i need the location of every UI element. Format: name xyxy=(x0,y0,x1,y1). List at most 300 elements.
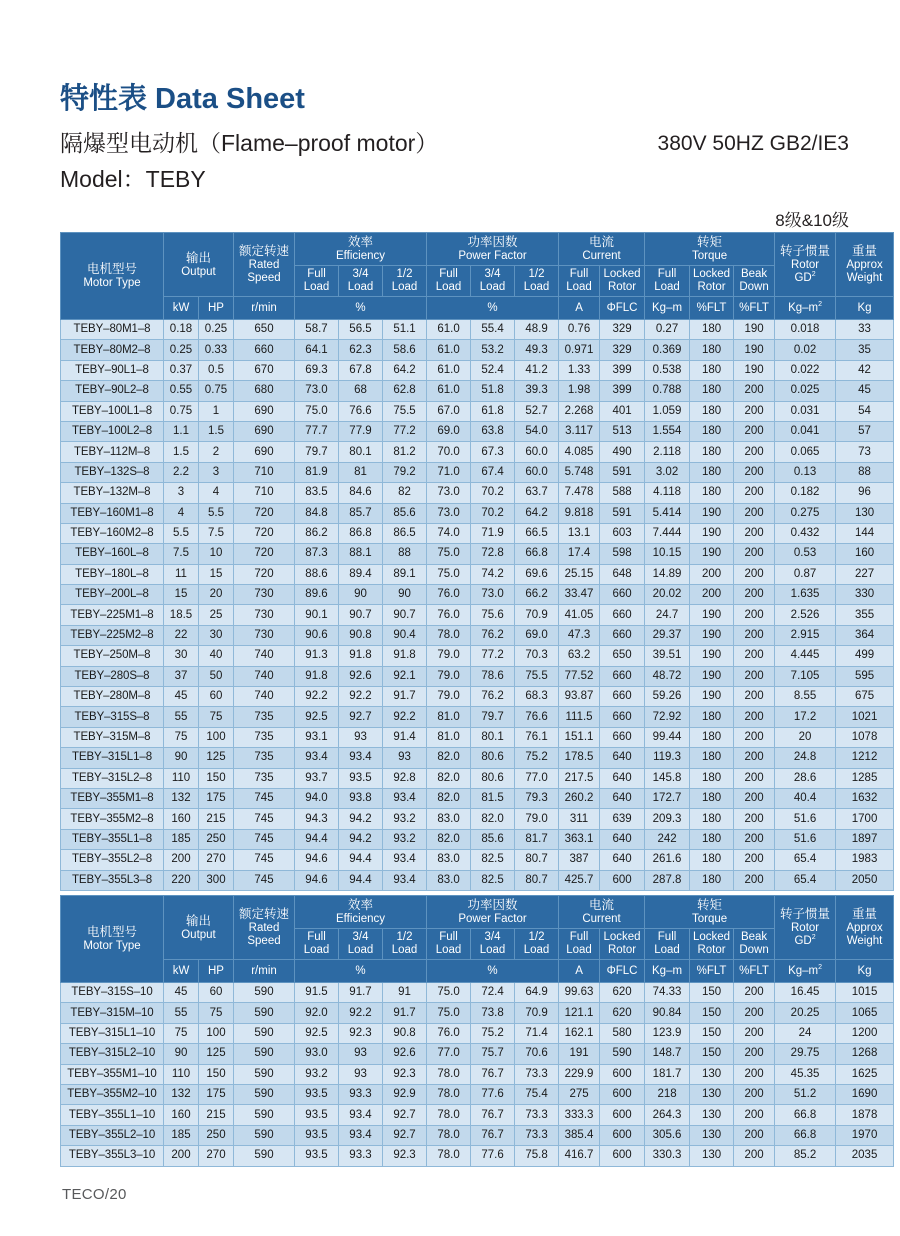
cell-motor-type: TEBY–132S–8 xyxy=(61,462,164,482)
table-cell: 2.2 xyxy=(164,462,199,482)
table-cell: 73.0 xyxy=(427,503,471,523)
table-cell: 190 xyxy=(690,544,734,564)
table-cell: 25 xyxy=(199,605,234,625)
table-cell: 90 xyxy=(164,1044,199,1064)
data-table-8pole xyxy=(60,232,894,891)
table-cell: 200 xyxy=(734,788,775,808)
table-row xyxy=(61,1125,894,1145)
subcol-eff-three-quarter-load: 3/4 Load xyxy=(339,929,383,960)
table-cell: 88.1 xyxy=(339,544,383,564)
table-cell: 1.1 xyxy=(164,421,199,441)
table-cell: 0.75 xyxy=(199,381,234,401)
table-cell: 590 xyxy=(234,1003,295,1023)
table-cell: 9.818 xyxy=(559,503,600,523)
table-row xyxy=(61,544,894,564)
cell-motor-type: TEBY–315M–8 xyxy=(61,727,164,747)
table-cell: 63.8 xyxy=(471,421,515,441)
table-cell: 200 xyxy=(734,850,775,870)
table-cell: 735 xyxy=(234,707,295,727)
table-cell: 200 xyxy=(690,564,734,584)
cell-motor-type: TEBY–355L1–10 xyxy=(61,1105,164,1125)
table-cell: 65.4 xyxy=(775,850,836,870)
table-cell: 264.3 xyxy=(645,1105,690,1125)
table-cell: 7.5 xyxy=(199,523,234,543)
table-cell: 499 xyxy=(836,646,894,666)
cell-motor-type: TEBY–225M1–8 xyxy=(61,605,164,625)
data-table-8pole-wrapper xyxy=(60,232,883,891)
table-cell: 85.2 xyxy=(775,1146,836,1166)
table-cell: 93.4 xyxy=(339,1125,383,1145)
unit-gd2-kgm2: $Kg-m^2$ xyxy=(775,960,836,983)
table-cell: 590 xyxy=(234,1146,295,1166)
table-cell: 1690 xyxy=(836,1084,894,1104)
table-cell: 93 xyxy=(339,1064,383,1084)
table-cell: 93.5 xyxy=(295,1125,339,1145)
col-approx-weight: 重量 Approx Weight xyxy=(836,896,894,960)
table-cell: 0.33 xyxy=(199,340,234,360)
table-cell: 150 xyxy=(690,1003,734,1023)
table-cell: 77.52 xyxy=(559,666,600,686)
cell-motor-type: TEBY–132M–8 xyxy=(61,483,164,503)
table-cell: 209.3 xyxy=(645,809,690,829)
table-cell: 80.7 xyxy=(515,850,559,870)
table-cell: 99.63 xyxy=(559,983,600,1003)
table-cell: 90.6 xyxy=(295,625,339,645)
data-table-10pole xyxy=(60,895,894,1167)
table-cell: 4.445 xyxy=(775,646,836,666)
table-cell: 91.4 xyxy=(383,727,427,747)
table-cell: 130 xyxy=(690,1064,734,1084)
table-cell: 745 xyxy=(234,788,295,808)
table-cell: 92.2 xyxy=(339,687,383,707)
table-cell: 83.5 xyxy=(295,483,339,503)
table-cell: 595 xyxy=(836,666,894,686)
table-body-10pole xyxy=(61,983,894,1167)
cell-motor-type: TEBY–112M–8 xyxy=(61,442,164,462)
table-cell: 88.6 xyxy=(295,564,339,584)
table-cell: 81.0 xyxy=(427,707,471,727)
table-cell: 55 xyxy=(164,707,199,727)
table-cell: 67.4 xyxy=(471,462,515,482)
table-cell: 600 xyxy=(600,1125,645,1145)
table-cell: 81.5 xyxy=(471,788,515,808)
table-cell: 640 xyxy=(600,748,645,768)
table-cell: 2035 xyxy=(836,1146,894,1166)
unit-torque-breakdown-flt: %FLT xyxy=(734,297,775,320)
table-row xyxy=(61,1105,894,1125)
table-cell: 61.0 xyxy=(427,381,471,401)
table-row xyxy=(61,421,894,441)
subcol-pf-full-load: Full Load xyxy=(427,929,471,960)
subcol-torque-full-load: Full Load xyxy=(645,929,690,960)
table-cell: 0.025 xyxy=(775,381,836,401)
table-cell: 640 xyxy=(600,850,645,870)
table-cell: 200 xyxy=(734,401,775,421)
table-cell: 47.3 xyxy=(559,625,600,645)
table-cell: 68.3 xyxy=(515,687,559,707)
table-cell: 3 xyxy=(199,462,234,482)
table-cell: 72.8 xyxy=(471,544,515,564)
table-cell: 91.7 xyxy=(383,687,427,707)
table-cell: 0.25 xyxy=(199,320,234,340)
table-cell: 675 xyxy=(836,687,894,707)
cell-motor-type: TEBY–355L1–8 xyxy=(61,829,164,849)
table-cell: 580 xyxy=(600,1023,645,1043)
table-cell: 81.2 xyxy=(383,442,427,462)
table-cell: 200 xyxy=(164,850,199,870)
table-cell: 92.2 xyxy=(295,687,339,707)
cell-motor-type: TEBY–355M2–8 xyxy=(61,809,164,829)
unit-power-factor-percent: % xyxy=(427,960,559,983)
table-cell: 180 xyxy=(690,727,734,747)
table-cell: 45.35 xyxy=(775,1064,836,1084)
table-cell: 51.1 xyxy=(383,320,427,340)
table-cell: 76.2 xyxy=(471,625,515,645)
table-cell: 78.0 xyxy=(427,1084,471,1104)
table-cell: 200 xyxy=(164,1146,199,1166)
table-cell: 1878 xyxy=(836,1105,894,1125)
table-cell: 78.0 xyxy=(427,1125,471,1145)
table-cell: 91.3 xyxy=(295,646,339,666)
table-cell: 598 xyxy=(600,544,645,564)
footer-page-reference: TECO/20 xyxy=(62,1186,127,1203)
table-cell: 8.55 xyxy=(775,687,836,707)
unit-current-flc: ΦFLC xyxy=(600,960,645,983)
unit-gd2-kgm2: $Kg-m^2$ xyxy=(775,297,836,320)
table-cell: 7.478 xyxy=(559,483,600,503)
table-cell: 76.2 xyxy=(471,687,515,707)
table-cell: 56.5 xyxy=(339,320,383,340)
table-row xyxy=(61,850,894,870)
col-efficiency: 效率 Efficiency xyxy=(295,896,427,929)
table-cell: 1285 xyxy=(836,768,894,788)
table-cell: 63.2 xyxy=(559,646,600,666)
cell-motor-type: TEBY–315M–10 xyxy=(61,1003,164,1023)
unit-efficiency-percent: % xyxy=(295,960,427,983)
table-cell: 200 xyxy=(734,870,775,890)
table-cell: 119.3 xyxy=(645,748,690,768)
table-cell: 130 xyxy=(690,1084,734,1104)
table-cell: 89.1 xyxy=(383,564,427,584)
table-cell: 0.538 xyxy=(645,360,690,380)
table-cell: 90.4 xyxy=(383,625,427,645)
table-cell: 77.6 xyxy=(471,1084,515,1104)
table-row xyxy=(61,646,894,666)
table-row xyxy=(61,340,894,360)
table-cell: 64.2 xyxy=(383,360,427,380)
table-cell: 54 xyxy=(836,401,894,421)
col-approx-weight: 重量 Approx Weight xyxy=(836,233,894,297)
page-title: 特性表 Data Sheet xyxy=(60,83,305,115)
table-cell: 82.5 xyxy=(471,850,515,870)
motor-type-subtitle: 隔爆型电动机（Flame–proof motor） xyxy=(60,130,439,156)
table-cell: 92.6 xyxy=(339,666,383,686)
table-cell: 3.02 xyxy=(645,462,690,482)
table-cell: 90.8 xyxy=(339,625,383,645)
table-cell: 94.3 xyxy=(295,809,339,829)
table-cell: 190 xyxy=(690,503,734,523)
table-cell: 333.3 xyxy=(559,1105,600,1125)
table-cell: 640 xyxy=(600,788,645,808)
subcol-current-locked-rotor: Locked Rotor xyxy=(600,929,645,960)
table-cell: 275 xyxy=(559,1084,600,1104)
table-cell: 0.788 xyxy=(645,381,690,401)
table-cell: 45 xyxy=(836,381,894,401)
table-header-8pole xyxy=(61,233,894,320)
table-cell: 260.2 xyxy=(559,788,600,808)
table-cell: 0.182 xyxy=(775,483,836,503)
unit-torque-kgm: Kg–m xyxy=(645,960,690,983)
col-current: 电流 Current xyxy=(559,896,645,929)
table-cell: 200 xyxy=(734,483,775,503)
table-cell: 90 xyxy=(164,748,199,768)
table-cell: 590 xyxy=(234,1064,295,1084)
document-header xyxy=(60,82,850,230)
table-cell: 75.6 xyxy=(471,605,515,625)
table-cell: 48.72 xyxy=(645,666,690,686)
table-cell: 200 xyxy=(734,646,775,666)
table-cell: 200 xyxy=(734,564,775,584)
table-row xyxy=(61,727,894,747)
table-cell: 76.6 xyxy=(339,401,383,421)
table-cell: 82.0 xyxy=(427,768,471,788)
table-cell: 229.9 xyxy=(559,1064,600,1084)
table-cell: 76.7 xyxy=(471,1105,515,1125)
table-cell: 77.6 xyxy=(471,1146,515,1166)
table-cell: 590 xyxy=(234,1105,295,1125)
table-cell: 1.554 xyxy=(645,421,690,441)
table-cell: 5.5 xyxy=(164,523,199,543)
table-cell: 66.8 xyxy=(775,1105,836,1125)
table-cell: 200 xyxy=(734,503,775,523)
table-cell: 85.6 xyxy=(383,503,427,523)
table-cell: 92.5 xyxy=(295,1023,339,1043)
table-row xyxy=(61,1023,894,1043)
table-cell: 93.4 xyxy=(383,788,427,808)
table-cell: 93.2 xyxy=(295,1064,339,1084)
table-row xyxy=(61,809,894,829)
table-cell: 160 xyxy=(836,544,894,564)
table-cell: 600 xyxy=(600,1146,645,1166)
table-cell: 93 xyxy=(339,1044,383,1064)
table-cell: 250 xyxy=(199,1125,234,1145)
table-row xyxy=(61,503,894,523)
table-cell: 329 xyxy=(600,340,645,360)
table-cell: 86.5 xyxy=(383,523,427,543)
table-cell: 242 xyxy=(645,829,690,849)
table-cell: 79.3 xyxy=(515,788,559,808)
table-row xyxy=(61,625,894,645)
table-cell: 93.4 xyxy=(339,1105,383,1125)
table-cell: 218 xyxy=(645,1084,690,1104)
table-cell: 79.0 xyxy=(427,646,471,666)
table-cell: 75.4 xyxy=(515,1084,559,1104)
table-cell: 175 xyxy=(199,1084,234,1104)
table-cell: 180 xyxy=(690,360,734,380)
table-row xyxy=(61,320,894,340)
table-cell: 92.8 xyxy=(383,768,427,788)
table-cell: 61.0 xyxy=(427,360,471,380)
table-cell: 77.0 xyxy=(515,768,559,788)
table-cell: 4 xyxy=(164,503,199,523)
table-cell: 93.2 xyxy=(383,809,427,829)
table-cell: 91.7 xyxy=(339,983,383,1003)
table-cell: 75.0 xyxy=(427,564,471,584)
table-cell: 0.022 xyxy=(775,360,836,380)
unit-weight-kg: Kg xyxy=(836,297,894,320)
unit-torque-kgm: Kg–m xyxy=(645,297,690,320)
table-cell: 401 xyxy=(600,401,645,421)
table-cell: 5.748 xyxy=(559,462,600,482)
table-cell: 79.0 xyxy=(427,687,471,707)
table-cell: 490 xyxy=(600,442,645,462)
table-cell: 75.2 xyxy=(515,748,559,768)
gd2-unit-superscript: 2 xyxy=(818,300,823,308)
table-cell: 200 xyxy=(734,1084,775,1104)
cell-motor-type: TEBY–355M1–10 xyxy=(61,1064,164,1084)
table-cell: 200 xyxy=(734,585,775,605)
table-cell: 72.4 xyxy=(471,983,515,1003)
table-cell: 51.8 xyxy=(471,381,515,401)
table-cell: 1.33 xyxy=(559,360,600,380)
table-cell: 82.5 xyxy=(471,870,515,890)
table-cell: 55 xyxy=(164,1003,199,1023)
col-output: 输出 Output xyxy=(164,896,234,960)
table-cell: 85.7 xyxy=(339,503,383,523)
table-cell: 329 xyxy=(600,320,645,340)
table-cell: 78.6 xyxy=(471,666,515,686)
table-cell: 287.8 xyxy=(645,870,690,890)
table-cell: 0.018 xyxy=(775,320,836,340)
table-cell: 77.2 xyxy=(471,646,515,666)
table-cell: 600 xyxy=(600,870,645,890)
table-cell: 4 xyxy=(199,483,234,503)
table-cell: 0.25 xyxy=(164,340,199,360)
table-cell: 150 xyxy=(690,983,734,1003)
table-row xyxy=(61,707,894,727)
table-cell: 91.8 xyxy=(383,646,427,666)
unit-torque-breakdown-flt: %FLT xyxy=(734,960,775,983)
table-cell: 200 xyxy=(734,1146,775,1166)
table-cell: 51.2 xyxy=(775,1084,836,1104)
table-cell: 399 xyxy=(600,360,645,380)
col-rotor-gd2: 转子惯量 Rotor $GD^2$ xyxy=(775,233,836,297)
table-cell: 399 xyxy=(600,381,645,401)
table-cell: 93.3 xyxy=(339,1084,383,1104)
table-cell: 640 xyxy=(600,768,645,788)
table-cell: 16.45 xyxy=(775,983,836,1003)
unit-kw: kW xyxy=(164,960,199,983)
table-cell: 5.5 xyxy=(199,503,234,523)
table-cell: 13.1 xyxy=(559,523,600,543)
table-cell: 92.2 xyxy=(383,707,427,727)
table-cell: 150 xyxy=(690,1044,734,1064)
cell-motor-type: TEBY–355L3–10 xyxy=(61,1146,164,1166)
table-cell: 180 xyxy=(690,870,734,890)
table-cell: 130 xyxy=(836,503,894,523)
table-cell: 148.7 xyxy=(645,1044,690,1064)
table-cell: 73.8 xyxy=(471,1003,515,1023)
cell-motor-type: TEBY–200L–8 xyxy=(61,585,164,605)
table-cell: 33.47 xyxy=(559,585,600,605)
col-power-factor: 功率因数 Power Factor xyxy=(427,233,559,266)
table-cell: 600 xyxy=(600,1105,645,1125)
table-cell: 5.414 xyxy=(645,503,690,523)
cell-motor-type: TEBY–100L1–8 xyxy=(61,401,164,421)
table-cell: 111.5 xyxy=(559,707,600,727)
table-cell: 70.6 xyxy=(515,1044,559,1064)
col-rated-speed: 额定转速 Rated Speed xyxy=(234,233,295,297)
table-cell: 185 xyxy=(164,1125,199,1145)
table-cell: 90.8 xyxy=(383,1023,427,1043)
table-cell: 215 xyxy=(199,809,234,829)
table-cell: 200 xyxy=(734,727,775,747)
table-cell: 590 xyxy=(234,983,295,1003)
table-cell: 60 xyxy=(199,983,234,1003)
table-cell: 58.7 xyxy=(295,320,339,340)
unit-efficiency-percent: % xyxy=(295,297,427,320)
subcol-torque-full-load: Full Load xyxy=(645,266,690,297)
table-cell: 4.085 xyxy=(559,442,600,462)
table-cell: 75.2 xyxy=(471,1023,515,1043)
table-row xyxy=(61,1044,894,1064)
table-cell: 91.7 xyxy=(383,1003,427,1023)
subcol-current-full-load: Full Load xyxy=(559,929,600,960)
table-cell: 93.7 xyxy=(295,768,339,788)
table-cell: 180 xyxy=(690,768,734,788)
col-torque: 转矩 Torque xyxy=(645,233,775,266)
table-cell: 600 xyxy=(600,1064,645,1084)
cell-motor-type: TEBY–355M2–10 xyxy=(61,1084,164,1104)
table-cell: 175 xyxy=(199,788,234,808)
table-cell: 0.031 xyxy=(775,401,836,421)
table-cell: 0.5 xyxy=(199,360,234,380)
table-cell: 648 xyxy=(600,564,645,584)
table-cell: 75 xyxy=(199,707,234,727)
table-cell: 200 xyxy=(734,1105,775,1125)
table-cell: 79.7 xyxy=(295,442,339,462)
subcol-torque-break-down: Beak Down xyxy=(734,929,775,960)
table-cell: 745 xyxy=(234,829,295,849)
subcol-eff-three-quarter-load: 3/4 Load xyxy=(339,266,383,297)
table-cell: 1.98 xyxy=(559,381,600,401)
table-cell: 24.8 xyxy=(775,748,836,768)
table-cell: 62.3 xyxy=(339,340,383,360)
table-cell: 49.3 xyxy=(515,340,559,360)
table-cell: 513 xyxy=(600,421,645,441)
table-cell: 190 xyxy=(734,320,775,340)
table-cell: 330 xyxy=(836,585,894,605)
subcol-pf-three-quarter-load: 3/4 Load xyxy=(471,929,515,960)
table-cell: 10 xyxy=(199,544,234,564)
table-cell: 200 xyxy=(734,809,775,829)
table-cell: 71.0 xyxy=(427,462,471,482)
table-cell: 1970 xyxy=(836,1125,894,1145)
table-cell: 200 xyxy=(734,768,775,788)
table-cell: 130 xyxy=(690,1105,734,1125)
table-cell: 660 xyxy=(234,340,295,360)
subtitle-row xyxy=(60,128,850,230)
table-cell: 200 xyxy=(734,1003,775,1023)
table-cell: 93.0 xyxy=(295,1044,339,1064)
table-cell: 180 xyxy=(690,381,734,401)
table-cell: 58.6 xyxy=(383,340,427,360)
table-cell: 311 xyxy=(559,809,600,829)
table-cell: 7.105 xyxy=(775,666,836,686)
table-cell: 125 xyxy=(199,748,234,768)
table-cell: 0.87 xyxy=(775,564,836,584)
table-cell: 29.37 xyxy=(645,625,690,645)
